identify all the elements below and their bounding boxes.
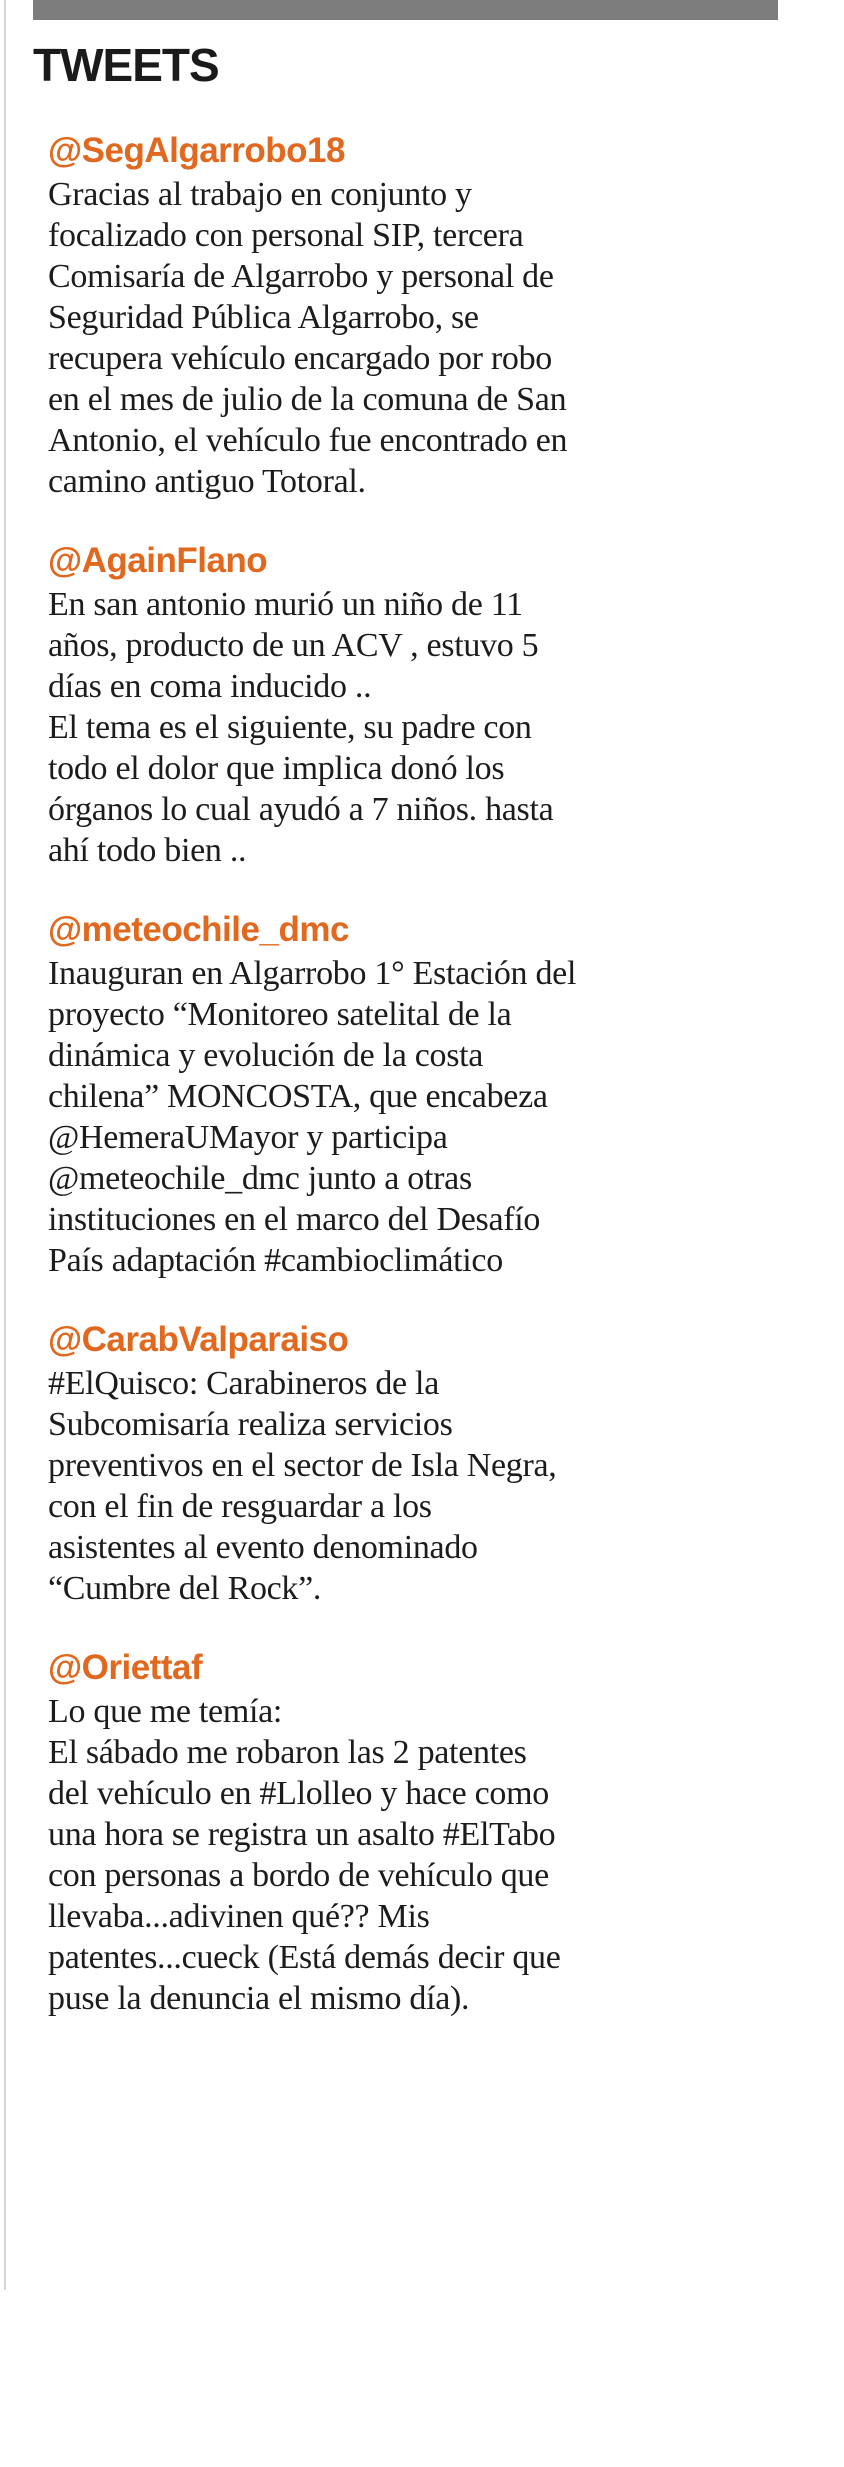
tweet-text: Gracias al trabajo en conjunto y focalizado con personal SIP, tercera Comisaría de Algarrobo y personal de Seguridad Pública Algarrobo, se recupera vehículo encargado por robo en el mes de julio de la comuna de San Antonio, el vehículo fue encontrado en camino antiguo Totoral.: [48, 176, 568, 500]
tweet-text: #ElQuisco: Carabineros de la Subcomisaría realiza servicios preventivos en el sector de Isla Negra, con el fin de resguardar a los asistentes al evento denominado “Cumbre del Rock”.: [48, 1365, 557, 1607]
section-title: TWEETS: [33, 39, 219, 91]
section-header-bar: [33, 0, 778, 20]
tweet-handle: @SegAlgarrobo18: [48, 131, 345, 170]
tweet-text: Inauguran en Algarrobo 1° Estación del proyecto “Monitoreo satelital de la dinámica y evolución de la costa chilena” MONCOSTA, que encabeza @HemeraUMayor y participa @meteochile_dmc junto a otras instituciones en el marco del Desafío País adaptación #cambioclimático: [48, 955, 577, 1279]
tweet-handle: @AgainFlano: [48, 541, 268, 580]
tweet-handle: @CarabValparaiso: [48, 1320, 349, 1359]
tweet-item: [48, 540, 788, 871]
tweet-item: [48, 130, 788, 502]
tweet-text: En san antonio murió un niño de 11 años, producto de un ACV , estuvo 5 días en coma inducido .. El tema es el siguiente, su padre con todo el dolor que implica donó los órganos lo cual ayudó a 7 niños. hasta ahí todo bien ..: [48, 586, 554, 869]
left-column-rule: [4, 0, 6, 2290]
tweet-item: [48, 1647, 788, 2019]
tweet-text: Lo que me temía: El sábado me robaron las 2 patentes del vehículo en #Llolleo y hace como una hora se registra un asalto #ElTabo con personas a bordo de vehículo que llevaba...adivinen qué?? Mis patentes...cueck (Está demás decir que puse la denuncia el mismo día).: [48, 1693, 561, 2017]
tweet-item: [48, 909, 788, 1281]
tweets-list: [48, 130, 788, 2057]
tweet-handle: @Oriettaf: [48, 1648, 203, 1687]
tweet-handle: @meteochile_dmc: [48, 910, 349, 949]
tweet-item: [48, 1319, 788, 1609]
